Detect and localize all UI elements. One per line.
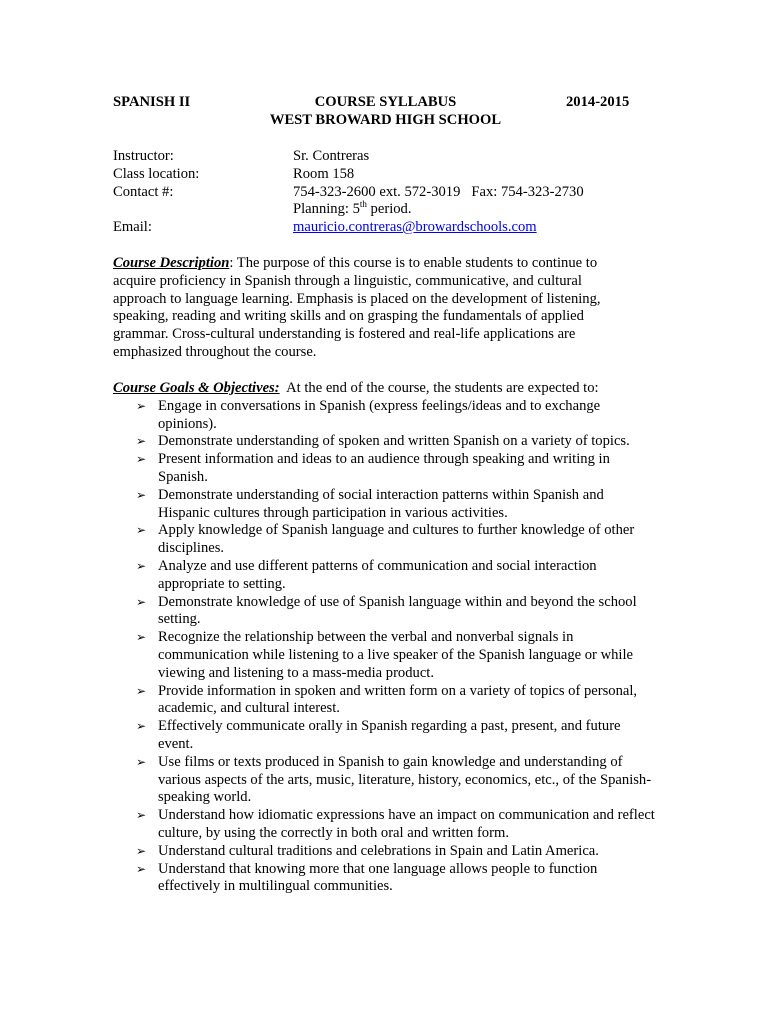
- goal-item: [113, 487, 658, 523]
- arrow-bullet-icon: ➢: [136, 434, 147, 449]
- arrow-bullet-icon: ➢: [136, 861, 147, 876]
- goals-heading: Course Goals & Objectives:: [113, 380, 280, 396]
- goal-text: Use films or texts produced in Spanish to gain knowledge and understanding of various aspects of the arts, music, literature, history, economics, etc., of the Spanish-speaking world.: [158, 753, 652, 806]
- goal-item: [113, 451, 658, 487]
- goal-text: Understand how idiomatic expressions have an impact on communication and reflect culture, by using the correctly in both oral and written form.: [158, 807, 655, 841]
- goal-text: Demonstrate understanding of spoken and written Spanish on a variety of topics.: [158, 433, 630, 450]
- goal-item: [113, 807, 658, 843]
- goal-item: [113, 861, 658, 897]
- syllabus-title: COURSE SYLLABUS: [314, 94, 457, 110]
- arrow-bullet-icon: ➢: [136, 594, 147, 609]
- arrow-bullet-icon: ➢: [136, 754, 147, 769]
- goals-list: [113, 398, 658, 896]
- course-goals: [113, 380, 658, 896]
- goal-item: [113, 558, 658, 594]
- goals-intro: At the end of the course, the students are expected to:: [279, 380, 599, 396]
- goal-text: Demonstrate understanding of social interaction patterns within Spanish and Hispanic cultures through participation in various activities.: [158, 486, 604, 521]
- goal-text: Apply knowledge of Spanish language and cultures to further knowledge of other disciplines.: [158, 522, 635, 557]
- goal-item: [113, 754, 658, 807]
- goal-text: Understand cultural traditions and celebrations in Spain and Latin America.: [158, 842, 599, 859]
- goal-item: [113, 843, 658, 861]
- school-year: 2014-2015: [566, 94, 630, 110]
- class-location: Room 158: [293, 165, 355, 182]
- contact-label: Contact #:: [113, 183, 174, 200]
- goal-item: [113, 398, 658, 434]
- document-title: [264, 94, 507, 130]
- goal-text: Provide information in spoken and written form on a variety of topics of personal, academic, and cultural interest.: [158, 682, 638, 717]
- planning-ordinal: th: [359, 199, 367, 210]
- planning-suffix: period.: [366, 201, 412, 218]
- arrow-bullet-icon: ➢: [136, 487, 147, 502]
- description-heading: Course Description: [113, 255, 230, 271]
- arrow-bullet-icon: ➢: [136, 398, 147, 413]
- description-text: : The purpose of this course is to enable students to continue to acquire proficiency in Spanish through a linguistic, communicative, and cultural approach to language learning. Emphasis is placed on the development of listening, speaking, reading and writing skills and on grasping the fundamentals of applied grammar. Cross-cultural understanding is fostered and real-life applications are emphasized throughout the course.: [113, 255, 601, 360]
- instructor-label: Instructor:: [113, 148, 174, 164]
- course-description: [113, 255, 633, 362]
- arrow-bullet-icon: ➢: [136, 630, 147, 645]
- goal-item: [113, 629, 658, 682]
- planning-period: [293, 201, 412, 219]
- arrow-bullet-icon: ➢: [136, 843, 147, 858]
- arrow-bullet-icon: ➢: [136, 808, 147, 823]
- goal-text: Engage in conversations in Spanish (express feelings/ideas and to exchange opinions).: [158, 397, 601, 432]
- goal-item: [113, 683, 658, 719]
- email-label: Email:: [113, 219, 152, 236]
- goal-text: Effectively communicate orally in Spanish regarding a past, present, and future event.: [158, 718, 621, 752]
- arrow-bullet-icon: ➢: [136, 719, 147, 734]
- arrow-bullet-icon: ➢: [136, 683, 147, 698]
- goals-intro-line: [113, 380, 658, 398]
- course-name: SPANISH II: [113, 94, 191, 110]
- contact-numbers: 754-323-2600 ext. 572-3019 Fax: 754-323-2730: [293, 183, 584, 200]
- planning-prefix: Planning: 5: [293, 201, 360, 218]
- instructor-name: Sr. Contreras: [293, 148, 370, 164]
- goal-item: [113, 718, 658, 754]
- email-link[interactable]: mauricio.contreras@browardschools.com: [293, 219, 537, 236]
- goal-text: Demonstrate knowledge of use of Spanish language within and beyond the school setting.: [158, 593, 637, 628]
- goal-item: [113, 522, 658, 558]
- goal-item: [113, 594, 658, 630]
- arrow-bullet-icon: ➢: [136, 558, 147, 573]
- goal-text: Understand that knowing more that one language allows people to function effectively in multilingual communities.: [158, 860, 598, 895]
- arrow-bullet-icon: ➢: [136, 452, 147, 467]
- goal-text: Present information and ideas to an audience through speaking and writing in Spanish.: [158, 451, 610, 485]
- goal-item: [113, 433, 658, 451]
- arrow-bullet-icon: ➢: [136, 523, 147, 538]
- goal-text: Recognize the relationship between the verbal and nonverbal signals in communication while listening to a live speaker of the Spanish language or while viewing and listening to a mass-media product.: [158, 629, 633, 681]
- goal-text: Analyze and use different patterns of communication and social interaction appropriate to setting.: [158, 557, 597, 592]
- school-name: WEST BROWARD HIGH SCHOOL: [269, 111, 502, 128]
- location-label: Class location:: [113, 165, 200, 182]
